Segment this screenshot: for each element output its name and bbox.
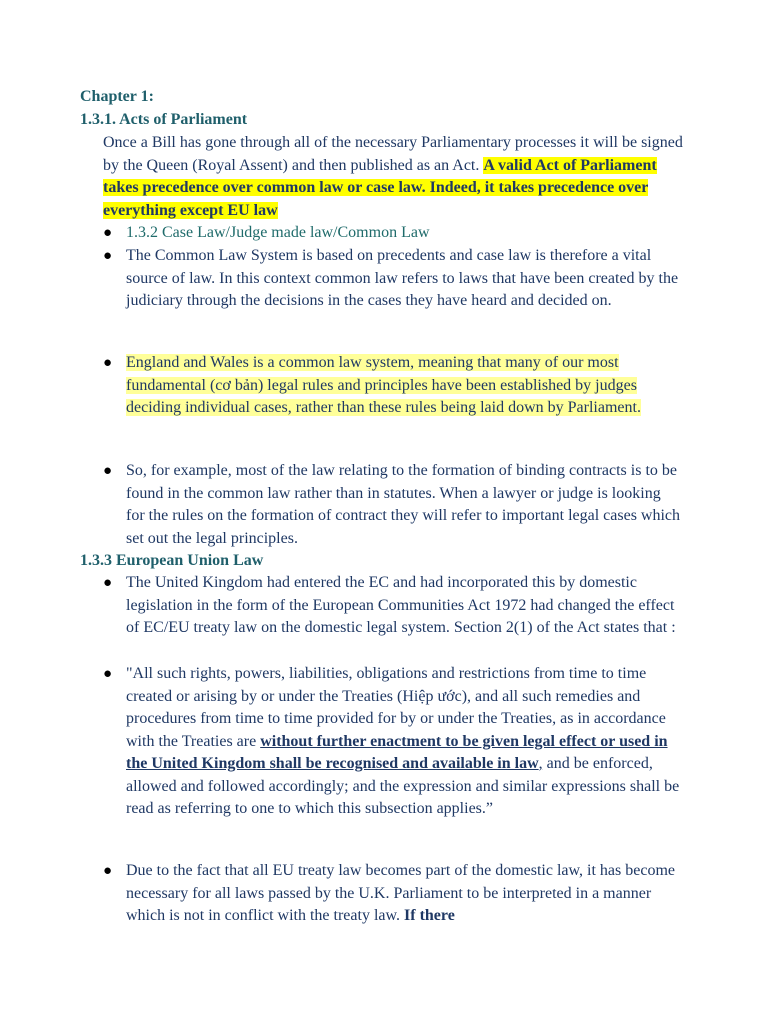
section-heading-eu-law: 1.3.3 European Union Law	[80, 552, 264, 569]
uk-entered-ec-text: The United Kingdom had entered the EC and had incorporated this by domestic legislation in the form of the European Communities Act 1972 had changed the effect of EC/EU treaty law on the domestic legal system. Section 2(1) of the Act states that :	[126, 574, 676, 636]
england-wales-highlighted-text: England and Wales is a common law system, meaning that many of our most fundamental (cơ bản) legal rules and principles have been established by judges deciding individual cases, rather than these rules being laid down by Parliament.	[126, 354, 641, 416]
acts-paragraph-text: Once a Bill has gone through all of the necessary Parliamentary processes it will be signed by the Queen (Royal Assent) and then published as an Act.	[103, 134, 683, 174]
quote-text-part-1: "All such rights, powers, liabilities, obligations and restrictions from time to time created or arising by or under the Treaties (Hiệp ước), and all such remedies and procedures from time to time provided for by or under the Treaties, as in accordance with the Treaties are	[126, 665, 666, 750]
quote-comma: ,	[538, 755, 543, 772]
bullet-icon: ●	[103, 575, 113, 591]
bullet-icon: ●	[103, 355, 113, 371]
subheading-case-law: 1.3.2 Case Law/Judge made law/Common Law	[126, 224, 430, 241]
list-item-uk-entered-ec	[103, 572, 683, 640]
quote-text-part-2: and be enforced, allowed and followed accordingly; and the expression and similar expressions shall be read as referring to one to which this subsection applies.”	[126, 755, 680, 817]
bullet-icon: ●	[103, 463, 113, 479]
list-item-case-law-heading	[103, 222, 683, 245]
common-law-system-text: The Common Law System is based on precedents and case law is therefore a vital source of law. In this context common law refers to laws that have been created by the judiciary through the decisions in the cases they have heard and decided on.	[126, 247, 679, 309]
chapter-heading: Chapter 1:	[80, 88, 154, 105]
quote-emphasized-text: without further enactment to be given legal effect or used in the United Kingdom shall be recognised and available in law	[126, 732, 668, 772]
eu-treaty-law-text: Due to the fact that all EU treaty law becomes part of the domestic law, it has become necessary for all laws passed by the U.K. Parliament to be interpreted in a manner which is not in conflict with the treaty law.	[126, 862, 675, 924]
eu-treaty-law-bold-text: If there	[404, 907, 455, 924]
list-item-eu-treaty-law	[103, 860, 683, 928]
bullet-icon: ●	[103, 225, 113, 241]
bullet-icon: ●	[103, 248, 113, 264]
bullet-icon: ●	[103, 863, 113, 879]
acts-highlighted-text: A valid Act of Parliament takes precedence over common law or case law. Indeed, it takes precedence over everything except EU law	[103, 156, 657, 219]
eu-treaty-law-paragraph	[126, 860, 683, 928]
list-item-contracts-example	[103, 460, 683, 550]
list-item-england-wales	[103, 352, 683, 420]
bullet-icon: ●	[103, 666, 113, 682]
england-wales-paragraph	[126, 352, 683, 420]
list-item-section-2-1-quote	[103, 663, 683, 821]
section-heading-acts-of-parliament: 1.3.1. Acts of Parliament	[80, 111, 248, 128]
list-item-common-law-system	[103, 245, 683, 313]
section-2-1-quote	[126, 663, 683, 821]
contracts-example-text: So, for example, most of the law relating to the formation of binding contracts is to be found in the common law rather than in statutes. When a lawyer or judge is looking for the rules on the formation of contract they will refer to important legal cases which set out the legal principles.	[126, 462, 681, 547]
acts-paragraph	[103, 132, 683, 222]
